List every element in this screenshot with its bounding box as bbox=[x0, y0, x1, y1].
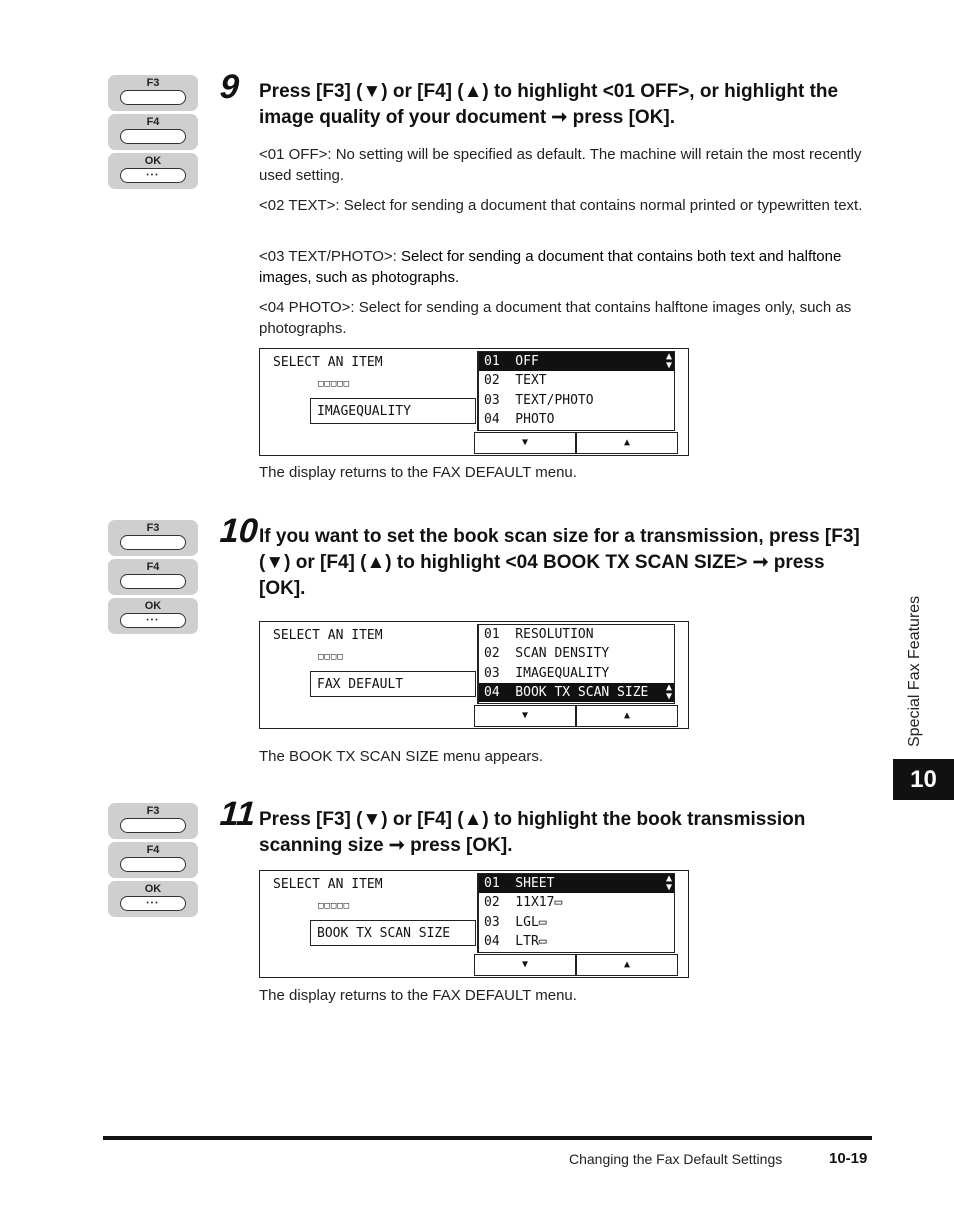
list-item[interactable]: 03 IMAGEQUALITY bbox=[484, 665, 610, 681]
option-description: <03 TEXT/PHOTO>: Select for sending a document that contains both text and halftone images, such as photographs. bbox=[259, 248, 842, 286]
ok-key[interactable]: OK ••• bbox=[108, 153, 198, 189]
lcd-item-list bbox=[477, 351, 675, 431]
list-item-selected[interactable]: 01 OFF ▲ ▼ bbox=[479, 352, 674, 371]
lcd-title: SELECT AN ITEM bbox=[273, 628, 383, 643]
up-arrow-button[interactable]: ▲ bbox=[576, 705, 678, 727]
down-arrow-button[interactable]: ▼ bbox=[474, 705, 576, 727]
lcd-title: SELECT AN ITEM bbox=[273, 877, 383, 892]
step11-key-panel bbox=[108, 803, 198, 920]
up-arrow-button[interactable]: ▲ bbox=[576, 432, 678, 454]
ok-button-icon: ••• bbox=[120, 896, 186, 911]
list-item[interactable]: 03 LGL▭ bbox=[484, 914, 547, 930]
key-button-icon bbox=[120, 90, 186, 105]
f4-key[interactable]: F4 bbox=[108, 842, 198, 878]
lcd-item-list bbox=[477, 873, 675, 953]
lcd-item-list bbox=[477, 624, 675, 704]
option-description: <02 TEXT>: Select for sending a document that contains normal printed or typewritten text. bbox=[259, 197, 863, 214]
list-item[interactable]: 02 SCAN DENSITY bbox=[484, 646, 610, 662]
f3-key[interactable]: F3 bbox=[108, 803, 198, 839]
ok-button-icon: ••• bbox=[120, 613, 186, 628]
list-item-selected[interactable]: 01 SHEET ▲ ▼ bbox=[479, 874, 674, 893]
step-note: The display returns to the FAX DEFAULT menu. bbox=[259, 464, 577, 481]
up-arrow-button[interactable]: ▲ bbox=[576, 954, 678, 976]
lcd-title: SELECT AN ITEM bbox=[273, 355, 383, 370]
lcd-display bbox=[259, 870, 689, 978]
list-item[interactable]: 02 11X17▭ bbox=[484, 895, 563, 911]
ok-key[interactable]: OK ••• bbox=[108, 881, 198, 917]
option-description: <04 PHOTO>: Select for sending a document that contains halftone images only, such as photographs. bbox=[259, 299, 852, 337]
list-item[interactable]: 02 TEXT bbox=[484, 373, 547, 389]
down-arrow-button[interactable]: ▼ bbox=[474, 954, 576, 976]
lcd-field: BOOK TX SCAN SIZE bbox=[310, 920, 476, 946]
f4-key[interactable]: F4 bbox=[108, 559, 198, 595]
step-heading: Press [F3] (▼) or [F4] (▲) to highlight the book transmission scanning size ➞ press [OK]. bbox=[259, 809, 806, 856]
footer-rule bbox=[103, 1136, 872, 1140]
list-item[interactable]: 03 TEXT/PHOTO bbox=[484, 392, 594, 408]
step-note: The display returns to the FAX DEFAULT menu. bbox=[259, 987, 577, 1004]
list-item[interactable]: 01 RESOLUTION bbox=[484, 627, 594, 642]
ok-key[interactable]: OK ••• bbox=[108, 598, 198, 634]
section-title-vertical: Special Fax Features bbox=[906, 595, 923, 747]
lcd-display bbox=[259, 621, 689, 729]
level-indicator: □□□□ bbox=[318, 652, 344, 662]
lcd-field: IMAGEQUALITY bbox=[310, 398, 476, 424]
ok-button-icon: ••• bbox=[120, 168, 186, 183]
step-number: 9 bbox=[218, 68, 241, 106]
level-indicator: □□□□□ bbox=[318, 379, 351, 389]
step-heading: If you want to set the book scan size for a transmission, press [F3] (▼) or [F4] (▲) to highlight <04 BOOK TX SCAN SIZE> ➞ press [OK]. bbox=[259, 526, 860, 599]
scroll-arrows-icon: ▲ ▼ bbox=[665, 351, 672, 371]
key-button-icon bbox=[120, 574, 186, 589]
step9-key-panel bbox=[108, 75, 198, 192]
step-number: 10 bbox=[218, 512, 260, 550]
step-heading: Press [F3] (▼) or [F4] (▲) to highlight <01 OFF>, or highlight the image quality of your document ➞ press [OK]. bbox=[259, 81, 839, 128]
list-item[interactable]: 04 LTR▭ bbox=[484, 933, 547, 949]
f4-key[interactable]: F4 bbox=[108, 114, 198, 150]
lcd-display bbox=[259, 348, 689, 456]
key-button-icon bbox=[120, 129, 186, 144]
step-note: The BOOK TX SCAN SIZE menu appears. bbox=[259, 748, 544, 765]
scroll-arrows-icon: ▲ ▼ bbox=[665, 681, 672, 702]
list-item-selected[interactable]: 04 BOOK TX SCAN SIZE ▲ ▼ bbox=[479, 683, 674, 702]
key-button-icon bbox=[120, 535, 186, 550]
option-description: <01 OFF>: No setting will be specified as default. The machine will retain the most recently used setting. bbox=[259, 146, 862, 184]
lcd-field: FAX DEFAULT bbox=[310, 671, 476, 697]
scroll-arrows-icon: ▲ ▼ bbox=[665, 873, 672, 893]
down-arrow-button[interactable]: ▼ bbox=[474, 432, 576, 454]
footer-chapter-title: Changing the Fax Default Settings bbox=[569, 1151, 783, 1167]
key-button-icon bbox=[120, 857, 186, 872]
level-indicator: □□□□□ bbox=[318, 901, 351, 911]
step10-key-panel bbox=[108, 520, 198, 637]
f3-key[interactable]: F3 bbox=[108, 520, 198, 556]
page-number: 10-19 bbox=[829, 1150, 868, 1167]
list-item[interactable]: 04 PHOTO bbox=[484, 411, 555, 427]
chapter-tab: 10 bbox=[893, 759, 954, 800]
f3-key[interactable]: F3 bbox=[108, 75, 198, 111]
step-number: 11 bbox=[218, 795, 257, 833]
key-button-icon bbox=[120, 818, 186, 833]
